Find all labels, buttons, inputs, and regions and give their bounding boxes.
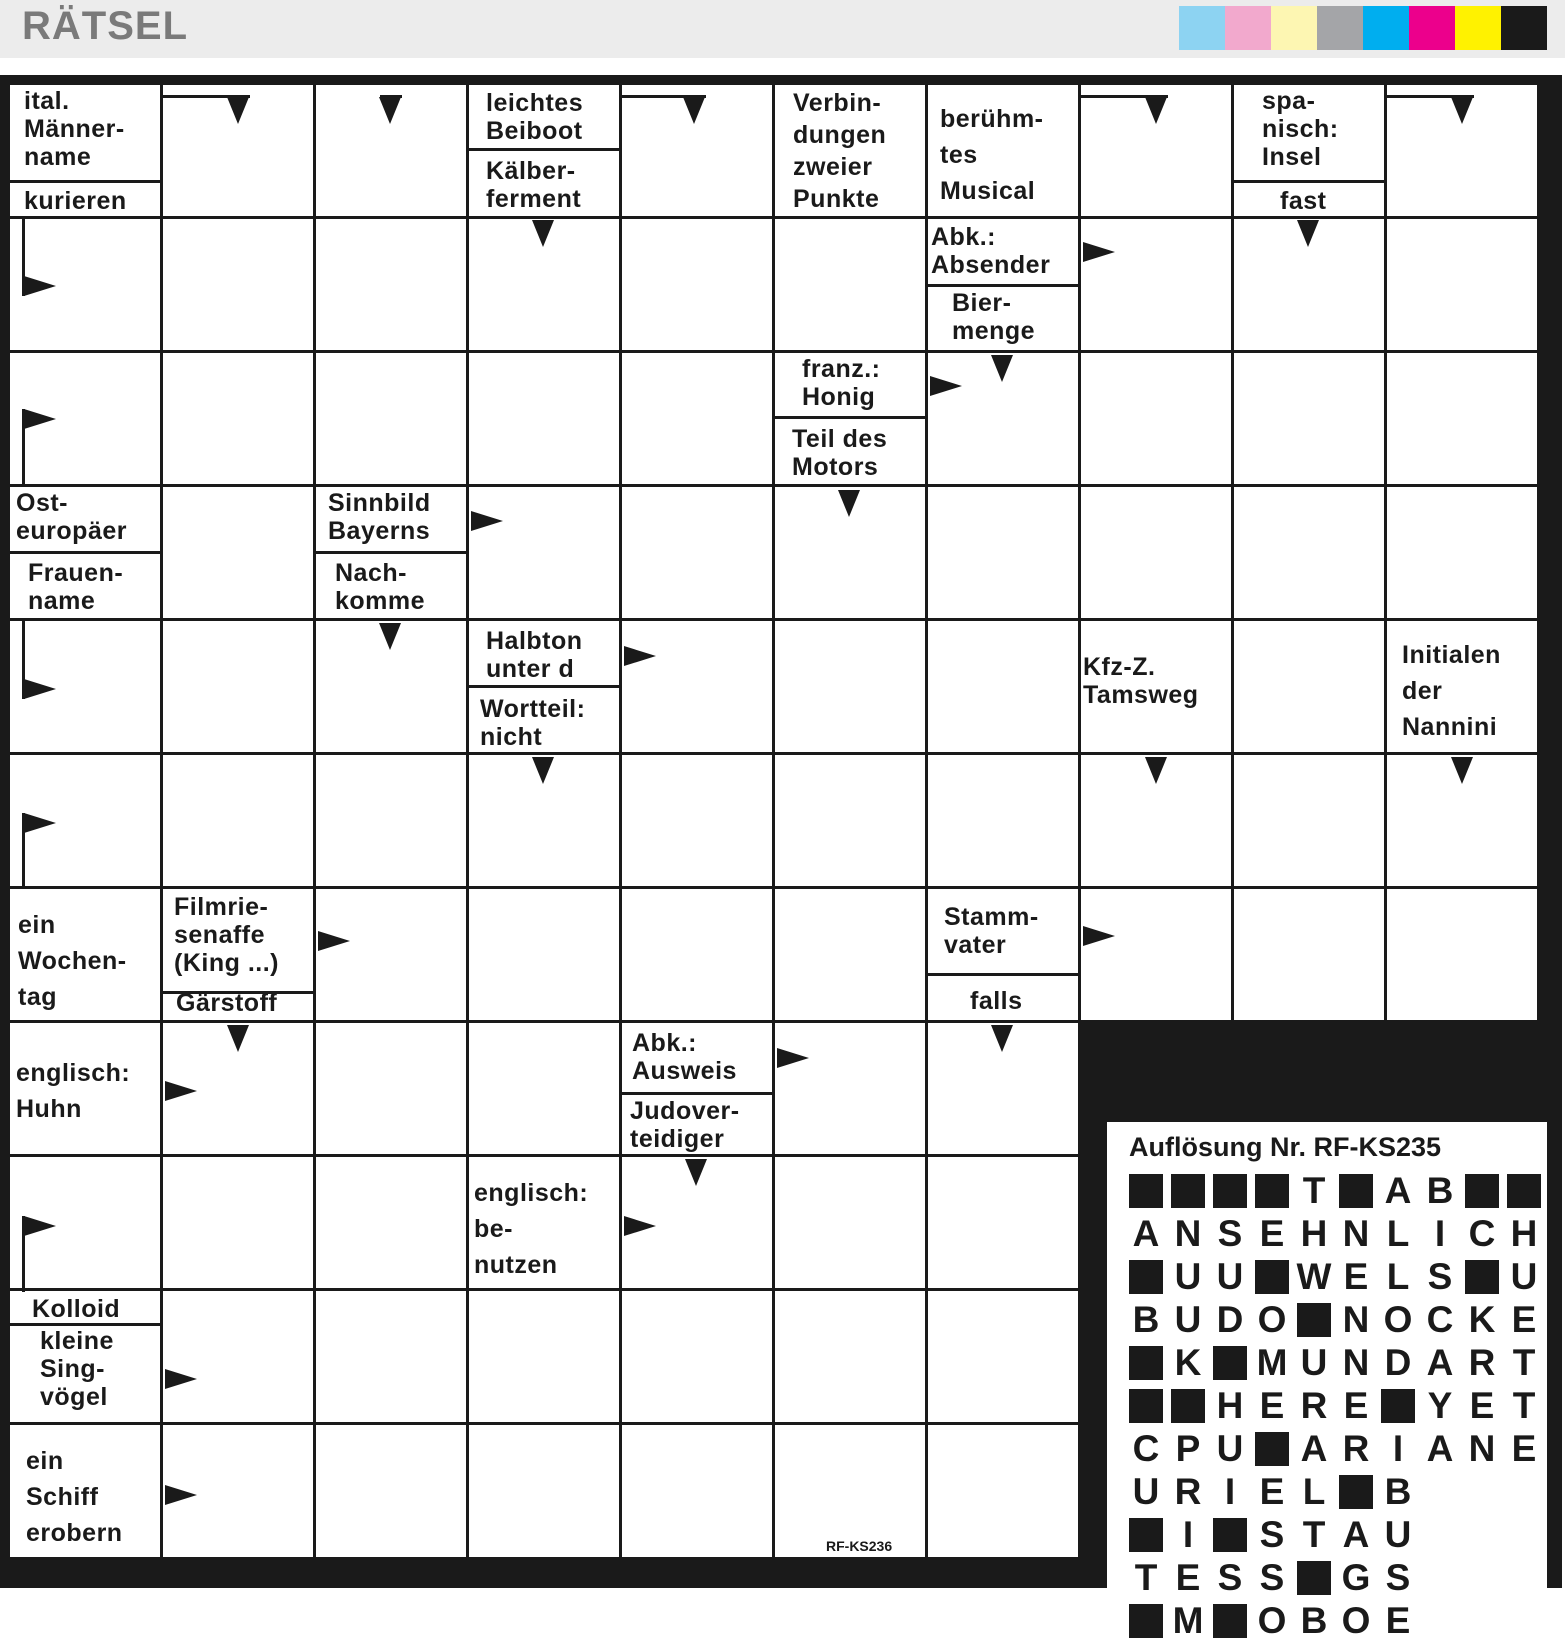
solution-letter: T [1512,1342,1536,1383]
solution-letter: N [1342,1213,1370,1254]
solution-block [1297,1561,1331,1595]
solution-block [1507,1174,1541,1208]
solution-letter: N [1174,1213,1202,1254]
solution-block [1129,1260,1163,1294]
grid-cell[interactable] [775,219,925,350]
solution-letter: U [1174,1256,1202,1297]
color-swatch [1179,6,1225,50]
grid-cell[interactable] [163,353,313,484]
solution-letter: E [1259,1213,1285,1254]
grid-cell[interactable] [928,487,1078,618]
grid-cell[interactable] [469,1291,619,1422]
solution-letter: W [1296,1256,1332,1297]
solution-letter: I [1392,1428,1404,1469]
grid-cell[interactable] [316,755,466,886]
clue-text: kurieren [24,187,127,215]
clue-text: Judover- teidiger [630,1097,740,1153]
solution-letter: U [1174,1299,1202,1340]
clue-text: Kfz-Z. Tamsweg [1083,653,1199,709]
arrow-down-icon [838,490,860,517]
grid-cell[interactable] [163,621,313,752]
solution-letter: C [1426,1299,1454,1340]
solution-letter: O [1341,1600,1371,1641]
clue-text: englisch: be- nutzen [474,1179,589,1279]
grid-cell[interactable] [1387,219,1537,350]
clue-text: spa- nisch: Insel [1262,87,1339,171]
arrow-right-icon [24,409,56,429]
clue-text: berühm- tes Musical [940,105,1044,205]
clue-text: Filmrie- senaffe (King ...) [174,893,279,977]
color-swatch [1363,6,1409,50]
clue-text: Stamm- vater [944,903,1039,959]
solution-letter: S [1427,1256,1453,1297]
clue-text: fast [1280,187,1327,215]
solution-letter: R [1174,1471,1202,1512]
solution-letter: E [1469,1385,1495,1426]
solution-letter: T [1302,1170,1326,1211]
solution-letter: S [1217,1213,1243,1254]
clue-text: falls [970,987,1023,1015]
solution-letter: S [1259,1514,1285,1555]
solution-letter: A [1426,1342,1454,1383]
grid-cell[interactable] [1387,487,1537,618]
arrow-right-icon [930,376,962,396]
grid-cell[interactable] [1081,889,1231,1020]
clue-divider [775,416,925,419]
grid-cell[interactable] [469,353,619,484]
color-swatch [1317,6,1363,50]
solution-block [1255,1174,1289,1208]
solution-letter: E [1343,1256,1369,1297]
solution-letter: K [1174,1342,1202,1383]
grid-cell[interactable] [1234,487,1384,618]
grid-cell[interactable] [163,1291,313,1422]
grid-cell[interactable] [1234,621,1384,752]
solution-letter: E [1511,1299,1537,1340]
solution-letter: L [1302,1471,1326,1512]
solution-letter: T [1512,1385,1536,1426]
color-swatch [1455,6,1501,50]
grid-cell[interactable] [316,353,466,484]
grid-cell[interactable] [163,1157,313,1288]
grid-cell[interactable] [1387,353,1537,484]
arrow-down-icon [991,1025,1013,1052]
solution-letter: T [1134,1557,1158,1598]
grid-cell[interactable] [1234,889,1384,1020]
solution-letter: E [1175,1557,1201,1598]
clue-text: Sinnbild Bayerns [328,489,431,545]
page-title: RÄTSEL [22,4,188,48]
page-header [0,0,1565,58]
solution-letter: O [1383,1299,1413,1340]
solution-letter: T [1302,1514,1326,1555]
clue-text: Teil des Motors [792,425,888,481]
solution-letter: I [1182,1514,1194,1555]
solution-letter: A [1426,1428,1454,1469]
solution-letter: B [1300,1600,1328,1641]
clue-text: ein Schiff erobern [26,1447,123,1547]
solution-box [1107,1122,1547,1641]
solution-letter: E [1385,1600,1411,1641]
solution-letter: U [1384,1514,1412,1555]
grid-cell[interactable] [928,1291,1078,1422]
solution-letter: C [1132,1428,1160,1469]
solution-letter: A [1384,1170,1412,1211]
solution-letter: N [1468,1428,1496,1469]
solution-block [1171,1174,1205,1208]
solution-block [1213,1518,1247,1552]
clue-text: franz.: Honig [802,355,881,411]
grid-cell[interactable] [1234,755,1384,886]
solution-letter: I [1224,1471,1236,1512]
grid-cell[interactable] [163,487,313,618]
clue-text: Ost- europäer [16,489,127,545]
solution-block [1129,1518,1163,1552]
solution-block [1213,1174,1247,1208]
clue-text: leichtes Beiboot [486,89,584,145]
solution-letter: E [1259,1471,1285,1512]
solution-letter: M [1256,1342,1288,1383]
clue-text: Initialen der Nannini [1402,641,1501,741]
clue-text: Gärstoff [176,989,278,1017]
clue-text: Halbton unter d [486,627,583,683]
solution-letter: B [1426,1170,1454,1211]
solution-block [1255,1432,1289,1466]
solution-letter: H [1216,1385,1244,1426]
solution-letter: U [1510,1256,1538,1297]
solution-letter: K [1468,1299,1496,1340]
clue-divider [316,551,466,554]
solution-block [1129,1346,1163,1380]
clue-text: Kälber- ferment [486,157,582,213]
clue-divider [928,284,1078,287]
clue-divider [928,973,1078,976]
grid-cell[interactable] [775,1291,925,1422]
solution-block [1339,1174,1373,1208]
grid-cell[interactable] [622,487,772,618]
solution-letter: S [1259,1557,1285,1598]
solution-letter: A [1300,1428,1328,1469]
clue-text: ein Wochen- tag [18,911,127,1011]
grid-cell[interactable] [1081,353,1231,484]
grid-cell[interactable] [316,1291,466,1422]
grid-cell[interactable] [622,889,772,1020]
grid-cell[interactable] [622,1425,772,1557]
arrow-down-icon [1451,757,1473,784]
grid-cell[interactable] [775,621,925,752]
color-swatch [1409,6,1455,50]
arrow-down-icon [532,220,554,247]
arrow-right-icon [777,1048,809,1068]
solution-letter: D [1216,1299,1244,1340]
arrow-down-icon [532,757,554,784]
solution-letter: Y [1427,1385,1453,1426]
solution-letter: M [1172,1600,1204,1641]
arrow-right-icon [1083,926,1115,946]
solution-letter: L [1386,1213,1410,1254]
grid-cell[interactable] [316,1425,466,1557]
solution-letter: C [1468,1213,1496,1254]
solution-block [1213,1604,1247,1638]
solution-letter: I [1434,1213,1446,1254]
arrow-right-icon [624,1216,656,1236]
solution-block [1381,1389,1415,1423]
arrow-right-icon [1083,242,1115,262]
grid-cell[interactable] [1081,487,1231,618]
arrow-down-icon [1145,97,1167,124]
arrow-right-icon [318,931,350,951]
grid-cell[interactable] [622,353,772,484]
arrow-down-icon [1145,757,1167,784]
grid-cell[interactable] [1234,353,1384,484]
solution-letter: S [1385,1557,1411,1598]
solution-block [1129,1174,1163,1208]
clue-text: kleine Sing- vögel [40,1327,114,1411]
grid-cell[interactable] [316,889,466,1020]
clue-divider [10,551,160,554]
solution-letter: B [1132,1299,1160,1340]
puzzle-code: RF-KS236 [826,1538,893,1554]
grid-cell[interactable] [469,889,619,1020]
solution-block [1171,1389,1205,1423]
solution-block [1255,1260,1289,1294]
clue-text: Nach- komme [335,559,426,615]
solution-letter: O [1257,1600,1287,1641]
arrow-down-icon [1297,220,1319,247]
arrow-right-icon [24,813,56,833]
grid-cell[interactable] [622,1291,772,1422]
solution-block [1297,1303,1331,1337]
clue-text: Wortteil: nicht [480,695,586,751]
arrow-right-icon [165,1081,197,1101]
arrow-right-icon [24,1216,56,1236]
solution-letter: A [1342,1514,1370,1555]
grid-cell[interactable] [775,1157,925,1288]
solution-letter: U [1216,1256,1244,1297]
clue-text: Abk.: Ausweis [632,1029,737,1085]
solution-letter: U [1132,1471,1160,1512]
arrow-right-icon [624,646,656,666]
solution-letter: E [1511,1428,1537,1469]
grid-cell[interactable] [928,1425,1078,1557]
grid-cell[interactable] [316,1023,466,1154]
solution-letter: H [1510,1213,1538,1254]
solution-letter: N [1342,1342,1370,1383]
arrow-right-icon [471,511,503,531]
solution-letter: R [1468,1342,1496,1383]
arrow-down-icon [685,1159,707,1186]
grid-cell[interactable] [775,755,925,886]
solution-block [1465,1174,1499,1208]
arrow-down-icon [683,97,705,124]
grid-cell[interactable] [316,219,466,350]
grid-cell[interactable] [775,889,925,1020]
solution-letter: U [1300,1342,1328,1383]
grid-cell[interactable] [316,1157,466,1288]
color-swatch [1271,6,1317,50]
solution-block [1129,1604,1163,1638]
clue-divider [10,180,160,183]
solution-letter: U [1216,1428,1244,1469]
grid-cell[interactable] [928,755,1078,886]
clue-text: Frauen- name [28,559,124,615]
grid-cell[interactable] [469,1023,619,1154]
solution-letter: L [1386,1256,1410,1297]
solution-letter: N [1342,1299,1370,1340]
clue-text: Verbin- dungen zweier Punkte [793,89,887,213]
crossword-grid [10,85,1555,1641]
solution-letter: A [1132,1213,1160,1254]
clue-text: Abk.: Absender [931,223,1051,279]
grid-cell[interactable] [163,755,313,886]
grid-cell[interactable] [622,219,772,350]
solution-block [1129,1389,1163,1423]
solution-letter: G [1341,1557,1371,1598]
solution-letter: B [1384,1471,1412,1512]
grid-cell[interactable] [622,755,772,886]
solution-letter: O [1257,1299,1287,1340]
clue-text: englisch: Huhn [16,1059,131,1123]
solution-letter: R [1342,1428,1370,1469]
crossword-puzzle [0,75,1562,1641]
solution-letter: D [1384,1342,1412,1383]
clue-divider [622,1092,772,1095]
clue-text: Kolloid [32,1295,121,1323]
arrow-down-icon [227,1025,249,1052]
solution-block [1339,1475,1373,1509]
solution-title: Auflösung Nr. RF-KS235 [1129,1132,1442,1162]
clue-divider [1234,180,1384,183]
arrow-down-icon [1451,97,1473,124]
grid-cell[interactable] [469,1425,619,1557]
grid-cell[interactable] [1387,889,1537,1020]
solution-letter: P [1175,1428,1201,1469]
clue-text: ital. Männer- name [24,87,125,171]
arrow-down-icon [227,97,249,124]
clue-text: Bier- menge [952,289,1036,345]
color-swatch [1501,6,1547,50]
clue-divider [469,685,619,688]
solution-letter: R [1300,1385,1328,1426]
clue-divider [10,1323,160,1326]
grid-cell[interactable] [1081,219,1231,350]
solution-letter: E [1343,1385,1369,1426]
arrow-right-icon [165,1485,197,1505]
solution-letter: H [1300,1213,1328,1254]
grid-cell[interactable] [928,621,1078,752]
solution-letter: E [1259,1385,1285,1426]
grid-cell[interactable] [163,219,313,350]
arrow-down-icon [379,97,401,124]
arrow-right-icon [165,1369,197,1389]
solution-letter: S [1217,1557,1243,1598]
solution-block [1213,1346,1247,1380]
arrow-right-icon [24,276,56,296]
color-calibration-bar [1179,6,1547,50]
arrow-down-icon [991,355,1013,382]
solution-block [1465,1260,1499,1294]
arrow-down-icon [379,623,401,650]
grid-cell[interactable] [775,1023,925,1154]
arrow-right-icon [24,679,56,699]
grid-cell[interactable] [469,487,619,618]
grid-cell[interactable] [622,621,772,752]
grid-cell[interactable] [928,1157,1078,1288]
color-swatch [1225,6,1271,50]
clue-divider [469,148,619,151]
